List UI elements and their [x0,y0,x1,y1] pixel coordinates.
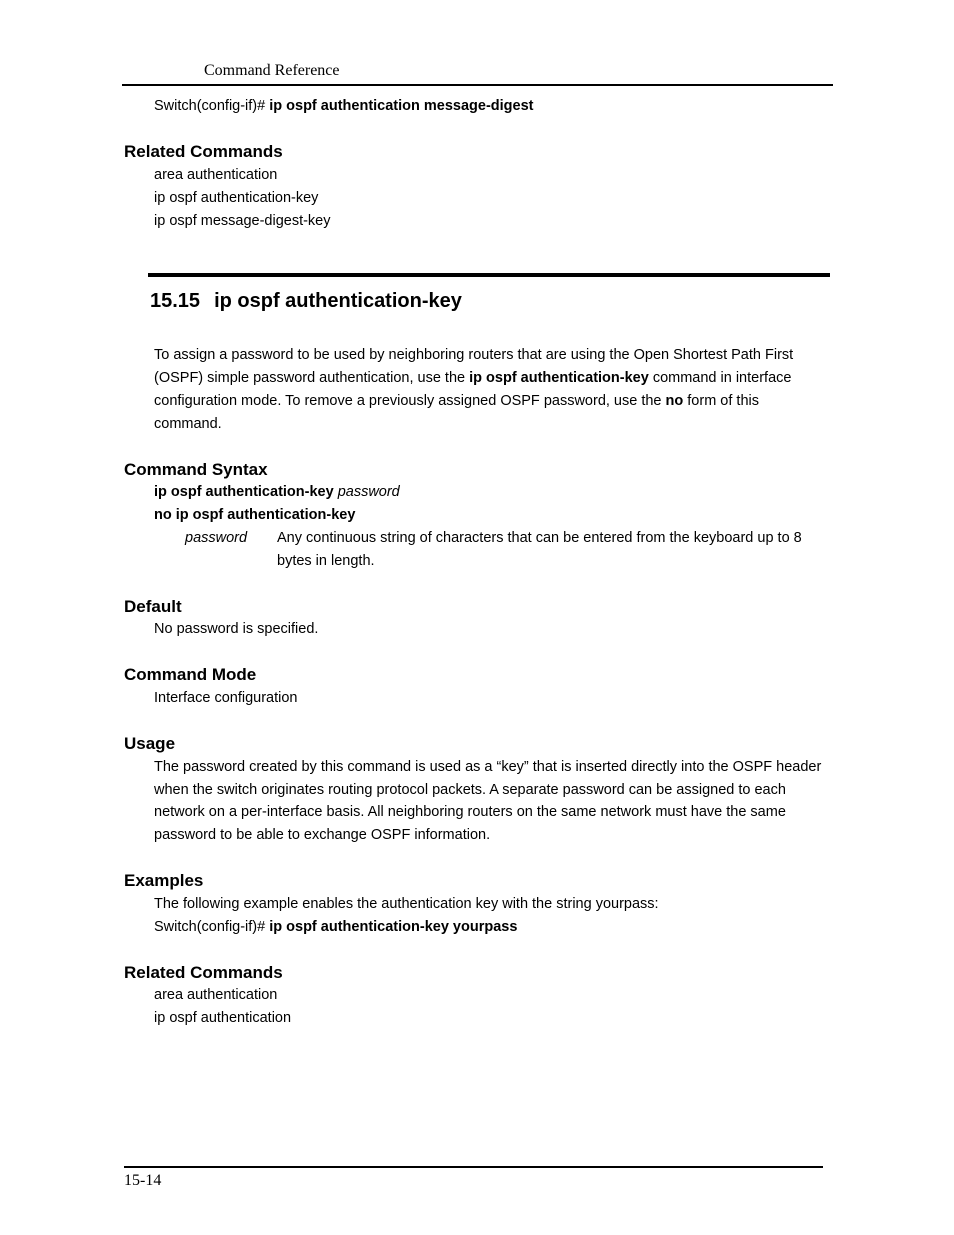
page-number: 15-14 [124,1172,162,1189]
cli-command: ip ospf authentication-key yourpass [269,919,518,935]
related-commands-heading: Related Commands [124,142,283,161]
command-mode-text: Interface configuration [154,690,298,706]
related-command-item: ip ospf authentication [154,1010,292,1026]
default-text: No password is specified. [154,621,319,637]
usage-line: when the switch originates routing protocol packets. A separate password can be assigned to each [154,782,786,798]
footer-rule [124,1166,823,1168]
header-rule [122,84,833,86]
syntax-argument: password [337,484,400,500]
cli-prompt: Switch(config-if)# [154,98,270,114]
intro-text: command in interface [648,370,792,386]
intro-keyword: no [665,393,684,409]
running-header: Command Reference [204,62,340,79]
related-commands-heading: Related Commands [124,963,283,982]
examples-text: The following example enables the authentication key with the string yourpass: [154,896,659,912]
section-number: 15.15 [150,290,201,312]
usage-heading: Usage [124,734,176,753]
syntax-command: ip ospf authentication-key [154,484,338,500]
syntax-line [154,504,355,527]
intro-text: form of this [683,393,759,409]
intro-command: ip ospf authentication-key [469,370,649,386]
examples-heading: Examples [124,871,204,890]
top-example [154,95,534,118]
section-name: ip ospf authentication-key [214,290,462,312]
related-command-item: ip ospf authentication-key [154,190,319,206]
syntax-line [154,481,400,504]
section-title [150,290,462,313]
related-command-item: ip ospf message-digest-key [154,213,331,229]
intro-text: (OSPF) simple password authentication, use the [154,370,470,386]
example-cli [154,916,517,939]
intro-line [154,390,759,413]
related-command-item: area authentication [154,987,278,1003]
intro-line: command. [154,416,222,432]
intro-line [154,367,791,390]
related-command-item: area authentication [154,167,278,183]
param-name-text: password [185,530,248,546]
usage-line: The password created by this command is used as a “key” that is inserted directly into the OSPF header [154,759,822,775]
cli-prompt: Switch(config-if)# [154,919,270,935]
command-syntax-heading: Command Syntax [124,460,268,479]
syntax-no-command: no ip ospf authentication-key [154,507,356,523]
cli-command: ip ospf authentication message-digest [269,98,534,114]
section-rule [148,273,830,277]
intro-line: To assign a password to be used by neighboring routers that are using the Open Shortest Path First [154,347,794,363]
usage-line: password to be able to exchange OSPF information. [154,827,491,843]
usage-line: network on a per-interface basis. All neighboring routers on the same network must have the same [154,804,786,820]
default-heading: Default [124,597,182,616]
param-name [185,527,247,550]
param-description: Any continuous string of characters that can be entered from the keyboard up to 8 [277,530,802,546]
command-mode-heading: Command Mode [124,665,257,684]
intro-text: configuration mode. To remove a previously assigned OSPF password, use the [154,393,666,409]
param-description: bytes in length. [277,553,375,569]
